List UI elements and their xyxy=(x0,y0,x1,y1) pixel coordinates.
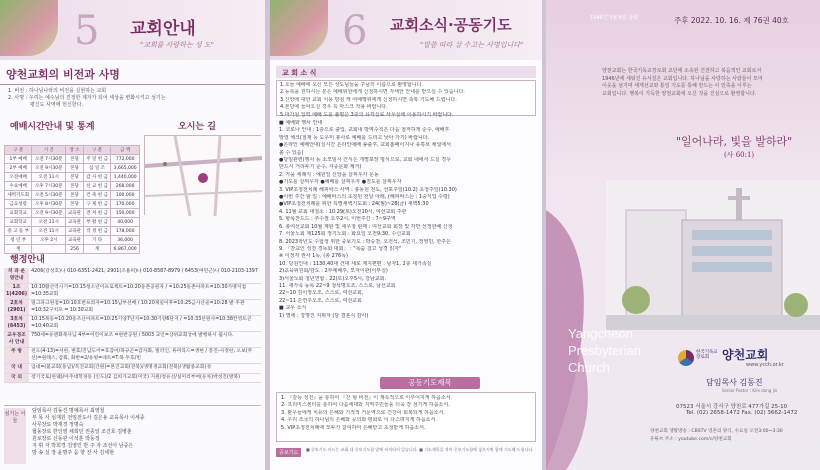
schedule-row xyxy=(5,200,140,209)
intro-item: 3.신앙에 대한 교회 이용 방침 캐 여배행위에게 신청하시면 축복 기도해 드립니다. xyxy=(280,96,457,103)
church-building xyxy=(606,180,820,330)
schedule-cell: 본당 xyxy=(66,182,84,191)
schedule-cell: 40,000 xyxy=(111,218,140,227)
schedule-row xyxy=(5,182,140,191)
staff-line: 사무장로 박재경 정명숙 xyxy=(32,422,84,428)
schedule-cell: 구 제 헌 금 xyxy=(83,200,110,209)
schedule-cell: 본당 xyxy=(66,155,84,164)
schedule-cell: 본당 xyxy=(66,173,84,182)
news-item: 2)교육위원회/감도 : 2부예배후, 모자이관(이부실) xyxy=(279,268,388,275)
schedule-cell: 100,000 xyxy=(111,191,140,200)
schedule-cell: 3,665,000 xyxy=(111,164,140,173)
news-item: ■ 예배와 행사 안내 xyxy=(279,120,323,126)
schedule-cell: 268,000 xyxy=(111,182,140,191)
admin-value: 10:10활산역사기=10:15청소년이프로젝트=10:20동촌공원자 / =10:25동촌아파트=10:30가맹지점=10:35교회 xyxy=(29,284,261,300)
vision-text xyxy=(0,85,265,112)
staff-section xyxy=(4,405,261,456)
page-number: 6 xyxy=(342,8,368,54)
staff-line: 방 송 실 장 윤명주 음 향 전 사 김세현 xyxy=(32,450,114,456)
schedule-cell: 교육관 xyxy=(66,209,84,218)
senior-pastor-en: Senior Pastor : Kim dong jin xyxy=(722,388,778,393)
schedule-cell: 178,000 xyxy=(111,227,140,236)
schedule-cell: 교육관 xyxy=(66,236,84,245)
senior-pastor: 담임목사 김동진 xyxy=(706,378,763,387)
issue-date: 주후 2022. 10. 16. 제 76권 40호 xyxy=(674,16,789,25)
schedule-cell: 오전 11시 xyxy=(32,227,66,236)
news-item: ●온라인 예배안내(실시간 온라인예배 송출후, 교회홈페이지나 유튜브 채널에서 xyxy=(279,142,452,149)
admin-key: 3호차(6453) xyxy=(4,316,29,332)
schedule-header-cell: 시 간 xyxy=(32,146,66,155)
admin-key: 1조1(4206) xyxy=(4,284,29,300)
admin-value: 4206(강성호)나 010-6351-2421, 2901(조용희)나 010-8587-8979 / 6453(여민근)나 010-2103-1397 xyxy=(29,268,261,284)
schedule-cell: 교육관 xyxy=(66,218,84,227)
schedule-cell: 교육관 xyxy=(66,227,84,236)
schedule-row xyxy=(5,227,140,236)
news-item: 9. 「찬교인 성경 경독회 대회」 : "목숨 걸고 성경 읽자" xyxy=(279,245,402,252)
admin-row xyxy=(4,268,261,284)
schedule-cell: 금요성령 xyxy=(5,200,32,209)
staff-line: 협동장로 한인영 채희민 권종일 조건호 김병춘 xyxy=(32,429,132,435)
schedule-cell: 36,000 xyxy=(111,236,140,245)
schedule-cell: 건 축 헌 금 xyxy=(83,191,110,200)
page-5-panel xyxy=(0,0,265,470)
english-line: Presbyterian xyxy=(568,343,641,358)
intro-line: 이웃을 섬기며 세계선교와 통일 기도를 통해 만드는 이 민족을 이루는 xyxy=(602,83,752,89)
schedule-cell: 오전예배 xyxy=(5,173,32,182)
news-item: 2. 가을 세례식 : 예원일 신앙을 살찌우자 운동 xyxy=(279,171,379,178)
schedule-row xyxy=(5,191,140,200)
admin-value: 밀크파크원점=10:10호반프라자=10:15남부선배 / 10:20제일이후=10:25금사산골=10:28 발 주관=10:32구치포 = 10:30교회 xyxy=(29,300,261,316)
footer-label: 중보기도 xyxy=(276,448,301,457)
schedule-cell: 오후 8시30분 xyxy=(32,200,66,209)
admin-row xyxy=(4,300,261,316)
news-item: 5. 항목찬드드 : 추수절 오후2시, 이번주간 : 7~9구역 xyxy=(279,216,396,223)
prayer-item: 1. 『갈등 성전』을 통하여 『잔 형 비전』이 계속적으로 이루어지게 하옵소서. xyxy=(281,395,453,401)
schedule-cell: 부 활 헌 금 xyxy=(83,218,110,227)
prayer-title: 공동기도제목 xyxy=(380,377,480,389)
schedule-cell: 오전 5시30분 xyxy=(32,191,66,200)
schedule-cell: 1,440,000 xyxy=(111,173,140,182)
news-item: 11. 새가족 등록 22~9 청석명오조, 스스로, 남선교회 xyxy=(279,282,396,289)
intro-item: 5.마가원 일력 예배 도를 불평은 3층의 유각실료 사무실에 이용하시기 바랍니다. xyxy=(280,111,454,118)
schedule-cell: 오전 9시30분 xyxy=(32,209,66,218)
news-item: 3)서울노회 청년연합 : 22(토)오후5시, 강남교회. xyxy=(279,275,387,282)
schedule-header-cell: 구 분 xyxy=(5,146,32,155)
schedule-cell: 주 일 헌 금 xyxy=(83,155,110,164)
schedule-cell: 교회학교 xyxy=(5,218,32,227)
news-item: ●이번 주간 할 일 : 예배바스의 초청된 전달 아래, (해피싸스는 : 1중식업 수령) xyxy=(279,194,450,201)
broadcast-info: 양천교회 생활방송 : CBSTV 영혼의 양식, 수요일 오전3:00~3:30 xyxy=(650,429,783,434)
schedule-cell: 감 사 헌 금 xyxy=(83,173,110,182)
schedule-cell: 1부 예배 xyxy=(5,155,32,164)
admin-row xyxy=(4,316,261,332)
schedule-row xyxy=(5,155,140,164)
news-item: ●당임관련(행사 등 소모임시 간식은 개별포장 방식으로, 교회 내에서 드실 경우 xyxy=(279,157,451,164)
news-item: 1. 코로나 안내 : 1층으로 출입, 교회내 방역수칙은 다음 철저하게 준수, 예배후 xyxy=(279,127,450,134)
staff-line: 원로장로 신동관 이석훈 박동정 xyxy=(32,436,100,442)
admin-key: 교우경조사 안내 xyxy=(4,332,29,348)
founding-line: 1946년 3월 6일 창립 xyxy=(590,15,639,21)
header-photo xyxy=(0,0,58,56)
prayer-list xyxy=(281,395,531,432)
news-item: 10. 당원인내 : 1130,40대 건대 새로 제지편편 : 남자1, 2층 새가족실 xyxy=(279,260,432,267)
news-item: 6. 총여선교회 10월 계판 및 새우창 판매 : 여선교회 회장 및 각반 선정한예 신청 xyxy=(279,223,453,230)
admin-key: 치 과 운영안내 xyxy=(4,268,29,284)
prayer-item: 4. 우리 조국의 하나님의 은혜와 공의와 평화로 이 다스려지게 하옵소서. xyxy=(281,417,437,424)
intro-line: 교회입니다. 행복이 가득한 양천교회에 오신 것을 진심으로 환영합니다. xyxy=(602,90,757,97)
admin-row xyxy=(4,332,261,348)
schedule-cell: 청 년 부 xyxy=(5,236,32,245)
page-6-header xyxy=(270,0,542,60)
schedule-cell: 170,000 xyxy=(111,200,140,209)
quote-reference: (사 60:1) xyxy=(724,151,755,159)
news-item: 8. 2023학년도 수험생 위한 중보기도 : 박승찬, 오전석, 조민기, 정영민, 한주은 xyxy=(279,238,451,245)
schedule-table xyxy=(4,145,140,254)
schedule-row xyxy=(5,236,140,245)
page-6-panel xyxy=(270,0,542,470)
schedule-row xyxy=(5,218,140,227)
schedule-cell: 선 교 헌 금 xyxy=(83,182,110,191)
english-line: Church xyxy=(568,360,610,375)
schedule-cell: 본당 xyxy=(66,191,84,200)
cover-panel xyxy=(546,0,820,470)
schedule-cell: 본당 xyxy=(66,200,84,209)
intro-line: 1946년에 세워진 유서깊은 교회입니다. 하나님을 사랑하는 사람들이 모여 xyxy=(602,75,763,82)
schedule-cell: 오전 7시30분 xyxy=(32,155,66,164)
news-item: 22~10 김이정오조, 스스로, 여선교회, xyxy=(279,290,364,297)
website: www.ycch.or.kr xyxy=(746,362,784,368)
church-name: 양천교회 xyxy=(722,348,769,362)
schedule-cell: 계 xyxy=(5,245,32,254)
page-title: 교회소식·공동기도 xyxy=(390,16,512,34)
org-name: 한국기독교장로회 xyxy=(696,350,718,360)
prayer-item: 3. 환우들에게 치유의 은혜와 기적적 거운역으로 건강이 회복되게 하옵소서. xyxy=(281,409,445,416)
intro-list xyxy=(280,82,532,119)
vision-line: 1. 비전 : 하나님나라의 비전을 실현하는 교회 xyxy=(8,88,107,94)
schedule-cell: 중 고 등 부 xyxy=(5,227,32,236)
schedule-cell: 2부 예배 xyxy=(5,164,32,173)
page-subtitle: "교회를 사랑하는 성 도" xyxy=(140,41,214,49)
cover-intro xyxy=(602,68,816,98)
news-item: 1) 별세 : 강명진 지휘자 (담 결혼식 감사) xyxy=(279,312,369,319)
admin-table xyxy=(4,268,261,383)
news-item: ●VIP초청전치례를 위한 특별새벽기도회 : 24(월)~28(금) 새벽5:30 xyxy=(279,201,429,208)
schedule-header-cell: 장 소 xyxy=(66,146,84,155)
prayer-item: 5. VIP초청전치례에 모두가 참여하여 은혜받고 초청받게 하옵소서. xyxy=(281,424,426,431)
page-number: 5 xyxy=(74,8,100,54)
schedule-cell: 256 xyxy=(66,245,84,254)
schedule-row xyxy=(5,209,140,218)
church-logo-icon xyxy=(678,350,694,366)
vision-line: 평신도 사역에 헌신한다. xyxy=(30,102,84,108)
schedule-cell: 772,000 xyxy=(111,155,140,164)
staff-line: 담임목사 김동진 명예목사 최영철 xyxy=(32,408,105,414)
admin-key: 주 방 xyxy=(4,348,29,364)
schedule-cell: 십 일 조 xyxy=(83,164,110,173)
news-list xyxy=(279,120,533,320)
news-item: 3. VIP초청전치례 해피싸스 사역 : 총동원 전도, 선포주일(10.2) 초청주일(10.30) xyxy=(279,186,457,193)
schedule-row xyxy=(5,173,140,182)
admin-key: 국 외 xyxy=(4,373,29,383)
map-graphic xyxy=(145,136,262,216)
admin-row xyxy=(4,284,261,300)
admin-title: 행정안내 xyxy=(10,255,45,265)
news-item: 볼 수 있음) xyxy=(279,149,304,156)
admin-row xyxy=(4,373,261,383)
schedule-cell: 계 xyxy=(83,245,110,254)
admin-value: 10:15목동=10:20동조산아파트=10:25기양7단지=10:30기양6단지 / =10:33선원사=10:38칸영트큰=10:40교회 xyxy=(29,316,261,332)
vision-line: 2. 사명 : 우리는 예수님의 진정한 제자가 되어 세상을 변화시키고 섬기는 xyxy=(8,95,166,101)
building-graphic xyxy=(606,180,820,330)
schedule-cell: 오전 9시30분 xyxy=(32,164,66,173)
admin-value: 장기국토(한웨)/아주대학경동 (인도)/2 김희가교회(미국) 지원/청유선/실미리부여(유차)박성진(방북) xyxy=(29,373,261,383)
schedule-cell: 오후 2시 xyxy=(32,236,66,245)
footer-text: ■ 중보기도 카드는 교회 내 중보기도함 앞에 비치되어 있습니다. ■ 기도제목을 적어 중보기도함에 넣으시면 함께 기도해 드립니다. xyxy=(306,447,534,452)
admin-key: 국 내 xyxy=(4,364,29,374)
page-5-header xyxy=(0,0,265,60)
news-item: 반드시 거리두기 준수, 자중문화 제거) xyxy=(279,164,362,171)
schedule-cell: 본당 xyxy=(66,164,84,173)
cover-quote: "일어나라, 빛을 발하라" xyxy=(676,135,793,148)
news-item: ※ 이정자 권사 1독, (총 276독) xyxy=(279,253,348,260)
schedule-cell: 150,000 xyxy=(111,209,140,218)
english-title xyxy=(568,325,641,376)
staff-label: 섬기는 이들 xyxy=(4,408,26,464)
schedule-cell: 수요예배 xyxy=(5,182,32,191)
news-box xyxy=(276,118,536,374)
prayer-item: 2. 프리미스센터를 통하여 다음세대와 지역주민들을 더욱 잘 섬기게 하옵소서. xyxy=(281,402,450,409)
intercession-footer xyxy=(276,446,536,460)
news-item: 7. 서울노회 제125회 정기노회 : 화요일 오전9:30, 수신교회 xyxy=(279,231,411,238)
admin-value: 친도(4-13)=서한, 변효/진남도어=호감어/목규곤=감자화, 빌러인, 류미라드=생현 / 봉진-사정한, 오보(무선)=원태스, 감회, 화반=2/유빙=네트=T.목 두호/빈 xyxy=(29,348,261,364)
schedule-header-cell: 구 분 xyxy=(83,146,110,155)
schedule-cell: 오후 7시30분 xyxy=(32,182,66,191)
admin-key: 2호차(2901) xyxy=(4,300,29,316)
intro-item: 1.오늘 예배에 오신 모든 성도님들을 주님의 이름으로 환영합니다. xyxy=(280,82,424,88)
schedule-cell: 기 타 xyxy=(83,236,110,245)
english-line: Yangcheon xyxy=(568,326,633,341)
admin-value: 750세=유엔화목사님 4부=어린이보조 =한반공원 / 5003 교인=상위교회상에 발행하시 됩시다. xyxy=(29,332,261,348)
address: 07523 서울시 강서구 양천로 477가길 25-10 xyxy=(676,404,788,410)
vision-title: 양천교회의 비전과 사명 xyxy=(0,64,265,85)
schedule-cell: 전 쳐 헌 금 xyxy=(83,209,110,218)
schedule-row xyxy=(5,164,140,173)
admin-value: 입대=(불교회(동남)/복진교회(간원)=본진교회(전북)/생명생교회(전북)/생활중교회(경 xyxy=(29,364,261,374)
admin-row xyxy=(4,348,261,364)
news-title: 교 회 소 식 xyxy=(276,66,536,78)
page-title: 교회안내 xyxy=(130,19,196,39)
schedule-cell: 교회학교 xyxy=(5,209,32,218)
news-item: 발열 체크(철제 등 도우미 봉사로 예배를 드리고 낮아 가기) 바랍니다. xyxy=(279,134,430,141)
schedule-cell: 오전 11시 xyxy=(32,173,66,182)
staff-line: 지 휘 자 박희경 김영민 반 주 자 조선아 남중은 xyxy=(32,443,134,449)
prayer-box xyxy=(276,392,536,442)
schedule-cell: 새벽기도회 xyxy=(5,191,32,200)
schedule-cell: 작 정 헌 금 xyxy=(83,227,110,236)
schedule-title: 예배시간안내 및 통계 xyxy=(10,122,95,132)
news-item: 4. 11월 교회 대청소 : 10.29(토)오전10시, 여선교회 주관 xyxy=(279,208,407,215)
staff-line: 부 목 사 심재원 전임전도사 김은용 교육목사 이세종 xyxy=(32,415,145,421)
church-map xyxy=(144,135,261,215)
schedule-cell: 오전 11시 xyxy=(32,218,66,227)
intro-line: 양천교회는 한국기독교장로회 교단에 소속된 건전하고 복음적인 교회로서 xyxy=(602,68,762,74)
map-title: 오시는 길 xyxy=(178,122,216,132)
intro-item: 2.등록을 원하시는 분은 예배위원에게 신청하시면 자세한 안내를 받으실 수 있습니다. xyxy=(280,89,465,96)
news-item: 22~11 손연주오조, 스스로, 여선교회 xyxy=(279,297,362,304)
telephone: Tel. (02) 2658-1472 Fax. (02) 3662-1472 xyxy=(686,410,798,416)
intro-box xyxy=(276,80,536,116)
admin-row xyxy=(4,364,261,374)
youtube-link[interactable]: 유튜브 주소 : youtube.com/c/양천교회 xyxy=(650,437,732,442)
page-subtitle: "말씀 따라 살 수고는 사명입니다" xyxy=(420,41,524,49)
schedule-cell: 6,867,000 xyxy=(111,245,140,254)
news-item: ■ 교우 소식 xyxy=(279,305,307,312)
header-photo xyxy=(270,0,328,56)
intro-item: 4.본당에 들어오실 경우 꼭 마스크 착용 바랍니다. xyxy=(280,104,388,111)
schedule-header-cell: 금 액 xyxy=(111,146,140,155)
news-item: ●기도를 살찌우자 ●예배를 살찌우자 ●전도를 살찌우자 xyxy=(279,179,402,186)
